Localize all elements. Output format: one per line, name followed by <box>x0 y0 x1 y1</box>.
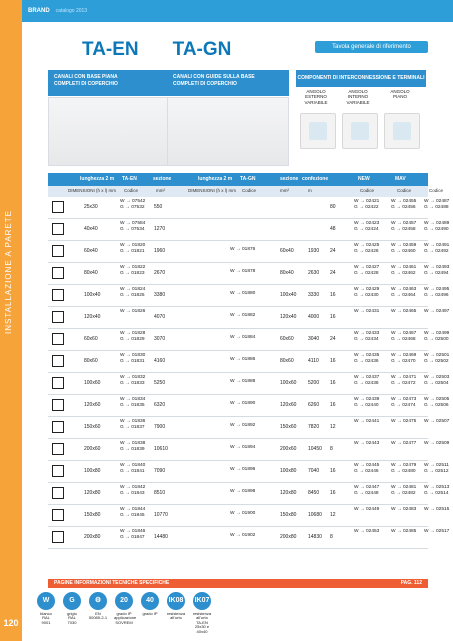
series-title-en: TA-EN <box>82 39 139 60</box>
ta-en-code: W → 01830 G → 01831 <box>120 353 146 364</box>
ta-en-code: W → 01828 G → 01829 <box>120 331 146 342</box>
product-photo-ta-gn <box>167 97 289 166</box>
ta-gn-code: W → 01892 <box>230 423 256 428</box>
duct-profile-icon <box>52 421 64 433</box>
ta-en-code: W → 01846 G → 01847 <box>120 529 146 540</box>
table-header-cell: NEW <box>358 176 370 182</box>
table-row <box>48 263 450 285</box>
new-code: W → 02443 <box>354 441 380 446</box>
npav-code: W → 02499 G → 02500 <box>424 331 450 342</box>
table-header-cell: MAV <box>395 176 406 182</box>
ta-gn-code: W → 01888 <box>230 379 256 384</box>
table-subheader-cell: DIMENSIONI (h x l) mm <box>68 188 116 193</box>
mav-code: W → 02485 <box>391 529 417 534</box>
ta-gn-section: 4000 <box>308 314 320 320</box>
ta-en-code: W → 01844 G → 01845 <box>120 507 146 518</box>
duct-profile-icon <box>52 333 64 345</box>
table-row <box>48 395 450 417</box>
ta-en-code: W → 07542 G → 07532 <box>120 199 146 210</box>
ta-en-section: 1960 <box>154 248 166 254</box>
ta-en-code: W → 07584 G → 07534 <box>120 221 146 232</box>
ta-gn-code: W → 01902 <box>230 533 256 538</box>
top-bar <box>22 0 453 22</box>
mav-code: W → 02465 <box>391 309 417 314</box>
ta-gn-size: 200x80 <box>280 534 297 540</box>
size-value: 60x60 <box>84 336 98 342</box>
duct-profile-icon <box>52 487 64 499</box>
ta-gn-size: 150x60 <box>280 424 297 430</box>
mav-code: W → 02471 G → 02472 <box>391 375 417 386</box>
ta-gn-code: W → 01876 <box>230 247 256 252</box>
ta-gn-code: W → 01878 <box>230 269 256 274</box>
ta-en-section: 1270 <box>154 226 166 232</box>
npav-code: W → 02487 G → 02488 <box>424 199 450 210</box>
spec-icon: IK08 resistenza all'urto <box>166 592 186 634</box>
duct-profile-icon <box>52 377 64 389</box>
duct-profile-icon <box>52 223 64 235</box>
ta-gn-code: W → 01882 <box>230 313 256 318</box>
page-number: 120 <box>3 618 19 628</box>
table-header <box>48 173 442 186</box>
pack-quantity: 16 <box>330 358 336 364</box>
size-value: 120x60 <box>84 402 101 408</box>
npav-code: W → 02507 <box>424 419 450 424</box>
size-value: 100x80 <box>84 468 101 474</box>
new-code: W → 02437 G → 02438 <box>354 375 380 386</box>
duct-profile-icon <box>52 443 64 455</box>
size-value: 80x40 <box>84 270 98 276</box>
left-sidebar <box>0 0 22 641</box>
mav-code: W → 02461 G → 02462 <box>391 265 417 276</box>
ta-en-code: W → 01842 G → 01843 <box>120 485 146 496</box>
series-titles <box>82 39 231 61</box>
duct-profile-icon <box>52 245 64 257</box>
table-header-cell: lunghezza 2 m <box>80 176 115 182</box>
size-value: 100x40 <box>84 292 101 298</box>
npav-code: W → 02515 <box>424 507 450 512</box>
pack-quantity: 16 <box>330 490 336 496</box>
column-a-label: CANALI CON BASE PIANA COMPLETI DI COPERCHIO <box>48 70 170 96</box>
ta-en-code: W → 01822 G → 01823 <box>120 265 146 276</box>
mav-code: W → 02467 G → 02468 <box>391 331 417 342</box>
ta-en-code: W → 01820 G → 01821 <box>120 243 146 254</box>
size-value: 120x40 <box>84 314 101 320</box>
catalog-label: catalogo 2013 <box>55 8 88 14</box>
table-row <box>48 307 450 329</box>
table-subheader-cell: mm² <box>156 188 165 193</box>
pack-quantity: 24 <box>330 270 336 276</box>
table-row <box>48 483 450 505</box>
table-header-cell: NPAV <box>428 176 442 182</box>
ta-en-section: 7900 <box>154 424 166 430</box>
size-value: 40x40 <box>84 226 98 232</box>
size-value: 150x60 <box>84 424 101 430</box>
new-code: W → 02421 G → 02422 <box>354 199 380 210</box>
ta-gn-code: W → 01886 <box>230 357 256 362</box>
mav-code: W → 02463 G → 02464 <box>391 287 417 298</box>
pack-quantity: 16 <box>330 314 336 320</box>
table-subheader-cell: mm² <box>280 188 289 193</box>
component-label-1: ANGOLO ESTERNO VARIABILE <box>304 89 328 105</box>
npav-code: W → 02511 G → 02512 <box>424 463 449 474</box>
spec-badge-icon: G <box>63 592 81 610</box>
duct-profile-icon <box>52 311 64 323</box>
spec-badge-icon: IK07 <box>193 592 211 610</box>
product-photo-ta-en <box>48 97 170 166</box>
mav-code: W → 02455 G → 02456 <box>391 199 417 210</box>
ta-gn-size: 120x80 <box>280 490 297 496</box>
ta-en-code: W → 01840 G → 01841 <box>120 463 146 474</box>
pack-quantity: 16 <box>330 402 336 408</box>
npav-code: W → 02489 G → 02490 <box>424 221 450 232</box>
spec-icon: 40 grado IP <box>140 592 160 634</box>
size-value: 200x60 <box>84 446 101 452</box>
column-b-label: CANALI CON GUIDE SULLA BASE COMPLETI DI COPERCHIO <box>167 70 289 96</box>
table-subheader-cell: m <box>308 188 312 193</box>
new-code: W → 02445 G → 02446 <box>354 463 380 474</box>
table-row <box>48 329 450 351</box>
table-subheader <box>48 186 444 197</box>
table-row <box>48 285 450 307</box>
pack-quantity: 12 <box>330 512 336 518</box>
ta-gn-section: 5200 <box>308 380 320 386</box>
spec-icon: ⚙ EN 50085-2-1 <box>88 592 108 634</box>
ta-gn-code: W → 01890 <box>230 401 256 406</box>
mav-code: W → 02479 G → 02480 <box>391 463 417 474</box>
table-subheader-cell: Codice <box>397 188 412 193</box>
size-value: 60x40 <box>84 248 98 254</box>
ta-gn-section: 10450 <box>308 446 322 452</box>
new-code: W → 02439 G → 02440 <box>354 397 380 408</box>
new-code: W → 02447 G → 02448 <box>354 485 380 496</box>
pack-quantity: 80 <box>330 204 336 210</box>
footer-right-label: PAG. 112 <box>400 580 422 586</box>
ta-gn-size: 60x60 <box>280 336 294 342</box>
ta-gn-code: W → 01894 <box>230 445 256 450</box>
ta-gn-size: 100x40 <box>280 292 297 298</box>
spec-icon: 20 grado IP applicazione SOVREM <box>114 592 134 634</box>
ta-gn-size: 80x60 <box>280 358 294 364</box>
spec-icon: W bianco RAL 9001 <box>36 592 56 634</box>
size-value: 150x80 <box>84 512 101 518</box>
pack-quantity: 12 <box>330 424 336 430</box>
ta-gn-section: 8450 <box>308 490 320 496</box>
ta-gn-code: W → 01880 <box>230 291 256 296</box>
ta-en-code: W → 01824 G → 01825 <box>120 287 146 298</box>
table-row <box>48 351 450 373</box>
new-code: W → 02435 G → 02436 <box>354 353 380 364</box>
ta-gn-code: W → 01900 <box>230 511 256 516</box>
table-row <box>48 219 450 241</box>
duct-profile-icon <box>52 509 64 521</box>
ta-gn-section: 7820 <box>308 424 320 430</box>
new-code: W → 02441 <box>354 419 380 424</box>
table-subheader-cell: Codice <box>124 188 139 193</box>
spec-badge-icon: 20 <box>115 592 133 610</box>
size-value: 25x30 <box>84 204 98 210</box>
table-row <box>48 373 450 395</box>
table-header-cell: TA-EN <box>122 176 137 182</box>
ta-en-section: 4160 <box>154 358 166 364</box>
mav-code: W → 02469 G → 02470 <box>391 353 417 364</box>
duct-profile-icon <box>52 399 64 411</box>
ta-gn-section: 10680 <box>308 512 322 518</box>
ta-gn-size: 200x60 <box>280 446 297 452</box>
table-header-cell: sezione <box>153 176 172 182</box>
table-header-cell: lunghezza 2 m <box>198 176 233 182</box>
pack-quantity: 16 <box>330 292 336 298</box>
ta-gn-section: 7040 <box>308 468 320 474</box>
spec-badge-icon: ⚙ <box>89 592 107 610</box>
series-title-gn: TA-GN <box>172 39 232 60</box>
mav-code: W → 02473 G → 02474 <box>391 397 417 408</box>
mav-code: W → 02457 G → 02458 <box>391 221 417 232</box>
new-code: W → 02433 G → 02434 <box>354 331 380 342</box>
ta-gn-section: 1930 <box>308 248 320 254</box>
pack-quantity: 24 <box>330 336 336 342</box>
mav-code: W → 02459 G → 02460 <box>391 243 417 254</box>
ta-en-section: 7090 <box>154 468 166 474</box>
table-header-cell: confezione <box>302 176 329 182</box>
ta-en-code: W → 01826 <box>120 309 146 314</box>
new-code: W → 02423 G → 02424 <box>354 221 380 232</box>
table-row <box>48 241 450 263</box>
ta-gn-size: 150x80 <box>280 512 297 518</box>
ta-gn-size: 120x60 <box>280 402 297 408</box>
ta-en-code: W → 01832 G → 01833 <box>120 375 146 386</box>
ta-gn-section: 3330 <box>308 292 320 298</box>
ta-gn-section: 6260 <box>308 402 320 408</box>
pack-quantity: 8 <box>330 446 333 452</box>
component-label-2: ANGOLO INTERNO VARIABILE <box>346 89 370 105</box>
duct-profile-icon <box>52 289 64 301</box>
npav-code: W → 02509 <box>424 441 450 446</box>
ta-gn-section: 4110 <box>308 358 319 364</box>
npav-code: W → 02517 <box>424 529 450 534</box>
pack-quantity: 24 <box>330 248 336 254</box>
duct-profile-icon <box>52 201 64 213</box>
component-photo-2 <box>342 113 378 149</box>
spec-icon: G grigio RAL 7030 <box>62 592 82 634</box>
pack-quantity: 16 <box>330 380 336 386</box>
ta-en-section: 6320 <box>154 402 166 408</box>
mav-code: W → 02483 <box>391 507 417 512</box>
mav-code: W → 02481 G → 02482 <box>391 485 417 496</box>
spec-badge-icon: W <box>37 592 55 610</box>
ta-en-section: 10610 <box>154 446 168 452</box>
ta-gn-size: 120x40 <box>280 314 297 320</box>
size-value: 100x60 <box>84 380 101 386</box>
size-value: 120x80 <box>84 490 101 496</box>
ta-gn-section: 3040 <box>308 336 320 342</box>
bottom-icons <box>36 592 212 634</box>
ta-gn-section: 14830 <box>308 534 322 540</box>
new-code: W → 02425 G → 02426 <box>354 243 380 254</box>
mav-code: W → 02475 <box>391 419 417 424</box>
ta-gn-size: 80x40 <box>280 270 294 276</box>
new-code: W → 02429 G → 02430 <box>354 287 380 298</box>
ta-en-section: 3070 <box>154 336 166 342</box>
ta-en-code: W → 01838 G → 01839 <box>120 441 146 452</box>
ta-gn-size: 60x40 <box>280 248 294 254</box>
component-label-3: ANGOLO PIANO <box>390 89 410 100</box>
spec-badge-icon: 40 <box>141 592 159 610</box>
spec-icon: IK07 resistenza all'urto TA-EN 25x30 e 40x40 <box>192 592 212 634</box>
table-subheader-cell: Codice <box>242 188 257 193</box>
ta-en-section: 14480 <box>154 534 168 540</box>
npav-code: W → 02505 G → 02506 <box>424 397 450 408</box>
table-row <box>48 417 450 439</box>
npav-code: W → 02497 <box>424 309 450 314</box>
ta-en-section: 3380 <box>154 292 166 298</box>
table-row <box>48 439 450 461</box>
ta-gn-size: 100x80 <box>280 468 297 474</box>
npav-code: W → 02513 G → 02514 <box>424 485 450 496</box>
brand-logo: BRAND <box>28 8 50 14</box>
new-code: W → 02449 <box>354 507 380 512</box>
table-row <box>48 461 449 483</box>
ta-gn-section: 2630 <box>308 270 320 276</box>
duct-profile-icon <box>52 465 64 477</box>
table-header-cell: TA-GN <box>240 176 256 182</box>
duct-profile-icon <box>52 355 64 367</box>
product-table <box>48 197 450 549</box>
ta-en-section: 4070 <box>154 314 166 320</box>
size-value: 80x60 <box>84 358 98 364</box>
table-subheader-cell: Codice <box>429 188 444 193</box>
footer-left-label: PAGINE INFORMAZIONI TECNICHE SPECIFICHE <box>54 580 170 586</box>
footer-bar <box>48 579 428 588</box>
ta-en-section: 8510 <box>154 490 166 496</box>
table-row <box>48 527 450 549</box>
ta-gn-code: W → 01898 <box>230 489 256 494</box>
pack-quantity: 8 <box>330 534 333 540</box>
size-value: 200x80 <box>84 534 101 540</box>
ta-en-section: 5250 <box>154 380 166 386</box>
ta-gn-code: W → 01884 <box>230 335 256 340</box>
duct-profile-icon <box>52 531 64 543</box>
spec-badge-icon: IK08 <box>167 592 185 610</box>
table-subheader-cell: Codice <box>360 188 375 193</box>
component-photo-3 <box>384 113 420 149</box>
component-photo-1 <box>300 113 336 149</box>
ta-gn-size: 100x60 <box>280 380 297 386</box>
components-header: COMPONENTI DI INTERCONNESSIONE E TERMINALI <box>296 70 426 87</box>
new-code: W → 02453 <box>354 529 380 534</box>
ta-en-code: W → 01836 G → 01837 <box>120 419 146 430</box>
pack-quantity: 48 <box>330 226 336 232</box>
pack-quantity: 16 <box>330 468 336 474</box>
ta-en-code: W → 01834 G → 01835 <box>120 397 146 408</box>
npav-code: W → 02493 G → 02494 <box>424 265 450 276</box>
npav-code: W → 02501 G → 02502 <box>424 353 450 364</box>
npav-code: W → 02495 G → 02496 <box>424 287 450 298</box>
new-code: W → 02431 <box>354 309 380 314</box>
table-header-cell: sezione <box>280 176 299 182</box>
npav-code: W → 02503 G → 02504 <box>424 375 450 386</box>
npav-code: W → 02491 G → 02492 <box>424 243 450 254</box>
table-row <box>48 505 450 527</box>
sidebar-label: INSTALLAZIONE A PARETE <box>4 210 13 334</box>
ta-en-section: 2670 <box>154 270 166 276</box>
table-row <box>48 197 450 219</box>
ta-gn-code: W → 01896 <box>230 467 256 472</box>
ta-en-section: 550 <box>154 204 163 210</box>
table-subheader-cell: DIMENSIONI (h x l) mm <box>188 188 236 193</box>
mav-code: W → 02477 <box>391 441 417 446</box>
duct-profile-icon <box>52 267 64 279</box>
ta-en-section: 10770 <box>154 512 168 518</box>
new-code: W → 02427 G → 02428 <box>354 265 380 276</box>
overview-button[interactable]: Tavola generale di riferimento <box>315 41 428 53</box>
